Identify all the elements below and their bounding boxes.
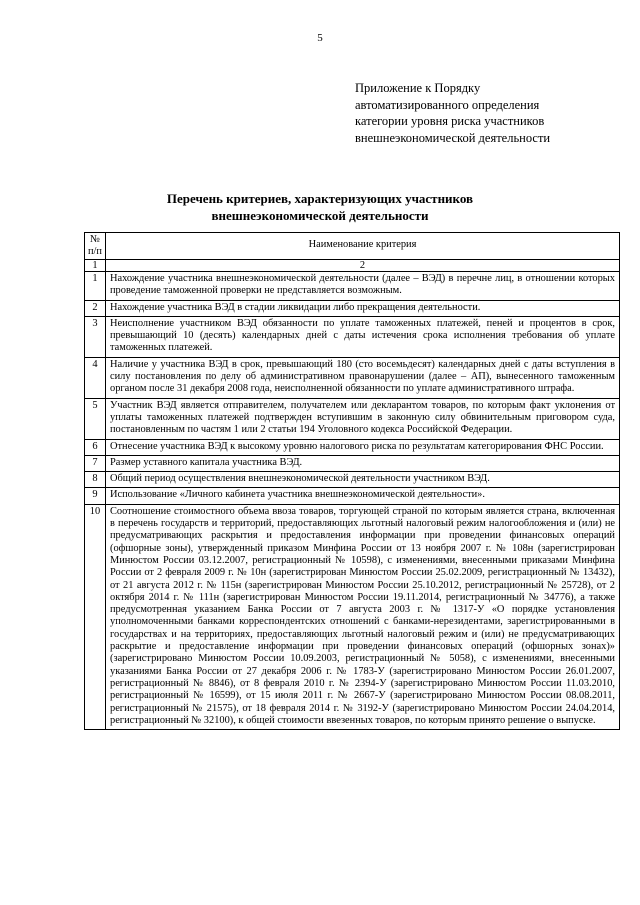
row-text: Участник ВЭД является отправителем, получателем или декларантом товаров, по которым факт уклонения от уплаты таможенных платежей подтвержден вступившим в законную силу обвинительным приговором суда, постановленным по частям 1 или 2 статьи 194 Уголовного кодекса Российской Федерации. xyxy=(106,398,620,439)
table-row xyxy=(85,504,620,729)
row-num: 7 xyxy=(85,455,106,471)
appendix-note xyxy=(355,80,550,146)
row-num: 5 xyxy=(85,398,106,439)
table-row xyxy=(85,439,620,455)
table-row xyxy=(85,455,620,471)
table-row xyxy=(85,357,620,398)
row-text: Отнесение участника ВЭД к высокому уровню налогового риска по результатам категорирования ФНС России. xyxy=(106,439,620,455)
appendix-line: внешнеэкономической деятельности xyxy=(355,130,551,145)
row-num: 4 xyxy=(85,357,106,398)
table-row xyxy=(85,472,620,488)
table-row xyxy=(85,488,620,504)
header-name: Наименование критерия xyxy=(106,233,620,260)
row-text: Использование «Личного кабинета участника внешнеэкономической деятельности». xyxy=(106,488,620,504)
row-num: 9 xyxy=(85,488,106,504)
row-num: 6 xyxy=(85,439,106,455)
appendix-line: автоматизированного определения xyxy=(355,97,540,112)
title-line: внешнеэкономической деятельности xyxy=(211,208,429,223)
criteria-table xyxy=(84,232,620,730)
table-row xyxy=(85,272,620,301)
row-text: Размер уставного капитала участника ВЭД. xyxy=(106,455,620,471)
title-line: Перечень критериев, характеризующих участников xyxy=(166,191,474,206)
column-index-row xyxy=(85,260,620,272)
table-row xyxy=(85,300,620,316)
row-num: 3 xyxy=(85,316,106,357)
appendix-line: Приложение к Порядку xyxy=(355,81,481,95)
row-text: Нахождение участника ВЭД в стадии ликвидации либо прекращения деятельности. xyxy=(106,300,620,316)
document-title xyxy=(0,190,640,224)
row-num: 8 xyxy=(85,472,106,488)
table-header-row xyxy=(85,233,620,260)
row-text: Нахождение участника внешнеэкономической деятельности (далее – ВЭД) в перечне лиц, в отношении которых проведение таможенной проверки не представляется возможным. xyxy=(106,272,620,301)
table-row xyxy=(85,316,620,357)
header-num: № п/п xyxy=(85,233,106,260)
row-text: Неисполнение участником ВЭД обязанности по уплате таможенных платежей, пеней и процентов в срок, превышающий 10 (десять) календарных дней с даты истечения срока исполнения требования об уплате таможенных платежей. xyxy=(106,316,620,357)
page-number: 5 xyxy=(317,32,323,44)
row-num: 1 xyxy=(85,272,106,301)
row-text: Соотношение стоимостного объема ввоза товаров, торгующей страной по которым является страна, включенная в перечень государств и территорий, предоставляющих льготный налоговый режим налогообложения и (или) не предусматривающих раскрытия и предоставления информации при проведении финансовых операций (офшорные зоны), утвержденный приказом Минфина России от 13 ноября 2007 г. № 108н (зарегистрирован Минюстом России 03.12.2007, регистрационный № 10598), с изменениями, внесенными приказами Минфина России от 2 февраля 2009 г. № 10н (зарегистрирован Минюстом России 25.02.2009, регистрационный № 13432), от 21 августа 2012 г. № 115н (зарегистрирован Минюстом России 25.10.2012, регистрационный № 25728), от 2 октября 2014 г. № 111н (зарегистрирован Минюстом России 19.11.2014, регистрационный № 34776), а также предусмотренная указанием Банка России от 7 августа 2003 г. № 1317-У «О порядке установления уполномоченными банками корреспондентских отношений с банками-нерезидентами, зарегистрированными в государствах и на территориях, предоставляющих льготный налоговый режим и (или) не предусматривающих раскрытие и предоставление информации при проведении финансовых операций (офшорных зонах)» (зарегистрировано Минюстом России 10.09.2003, регистрационный № 5058), с изменениями, внесенными указаниями Банка России от 27 декабря 2006 г. № 1783-У (зарегистрировано Минюстом России 26.01.2007, регистрационный № 8846), от 8 февраля 2010 г. № 2394-У (зарегистрировано Минюстом России 11.03.2010, регистрационный № 16599), от 15 июля 2011 г. № 2667-У (зарегистрировано Минюстом России 08.08.2011, регистрационный № 21575), от 18 февраля 2014 г. № 3192-У (зарегистрировано Минюстом России 24.04.2014, регистрационный № 32100), к общей стоимости ввезенных товаров, по которым принято решение о выпуске. xyxy=(106,504,620,729)
appendix-line: категории уровня риска участников xyxy=(355,114,545,128)
row-text: Общий период осуществления внешнеэкономической деятельности участником ВЭД. xyxy=(106,472,620,488)
row-num: 10 xyxy=(85,504,106,729)
row-num: 2 xyxy=(85,300,106,316)
column-index-num: 1 xyxy=(85,260,106,272)
row-text: Наличие у участника ВЭД в срок, превышающий 180 (сто восемьдесят) календарных дней с даты вступления в силу постановления по делу об административном правонарушении (далее – АП), вынесенного таможенным органом после 31 декабря 2008 года, неисполненной обязанности по уплате административного штрафа. xyxy=(106,357,620,398)
table-row xyxy=(85,398,620,439)
column-index-name: 2 xyxy=(106,260,620,272)
